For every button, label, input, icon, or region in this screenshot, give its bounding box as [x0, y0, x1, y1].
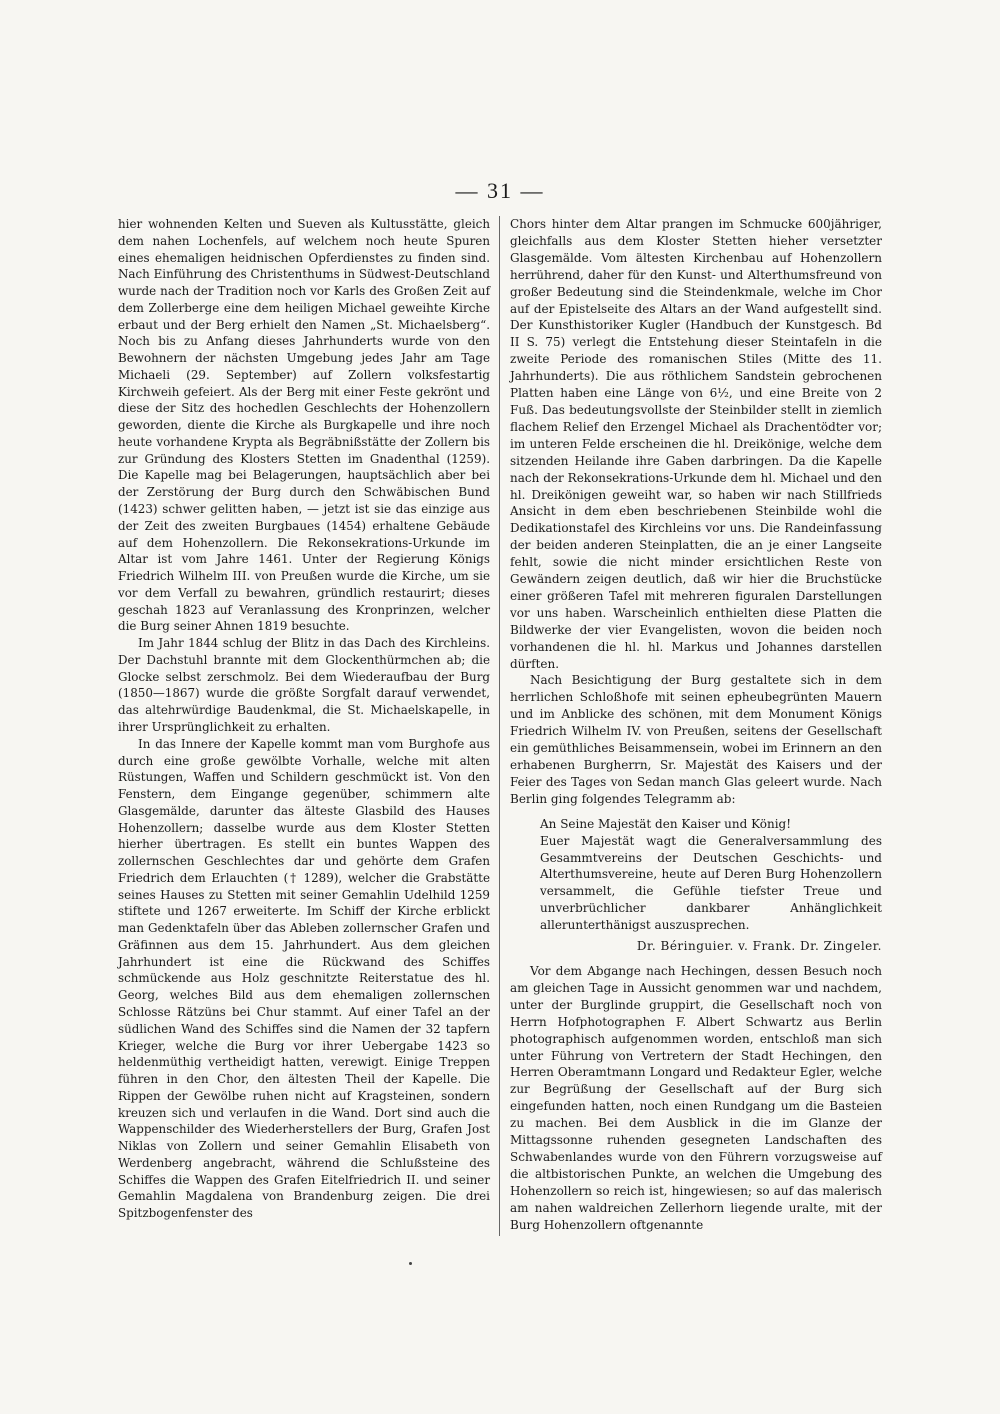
telegram-body: Euer Majestät wagt die Generalversammlung des Gesammtvereins der Deutschen Geschichts- und Alterthumsvereine, heute auf Deren Burg Hohenzollern versammelt, die Gefühle tiefster Treue und unverbrüchlicher dankbarer Anhänglichkeit allerunterthänigst auszusprechen. [540, 833, 882, 933]
column-divider [499, 216, 500, 1236]
print-speck [409, 1262, 412, 1265]
paragraph: hier wohnenden Kelten und Sueven als Kultusstätte, gleich dem nahen Lochenfels, auf welchem noch heute Spuren eines ehemaligen heidnischen Opferdienstes zu finden sind. Nach Einführung des Christenthums in Südwest-Deutschland wurde nach der Tradition noch vor Karls des Großen Zeit auf dem Zollerberge eine dem heiligen Michael geweihte Kirche erbaut und der Berg erhielt den Namen „St. Michaelsberg“. Noch bis zu Anfang dieses Jahrhunderts wurde von den Bewohnern der nächsten Umgebung jedes Jahr am Tage Michaeli (29. September) auf Zollern volksfestartig Kirchweih gefeiert. Als der Berg mit einer Feste gekrönt und diese der Sitz des hochedlen Geschlechts der Hohenzollern geworden, diente die Kirche als Burgkapelle und ihre noch heute vorhandene Krypta als Begräbnißstätte der Zollern bis zur Gründung des Klosters Stetten im Gnadenthal (1259). Die Kapelle mag bei Belagerungen, hauptsächlich aber bei der Zerstörung der Burg durch den Schwäbischen Bund (1423) schwer gelitten haben, — jetzt ist sie das einzige aus der Zeit des zweiten Burgbaues (1454) erhaltene Gebäude auf dem Hohenzollern. Die Rekonsekrations-Urkunde im Altar ist vom Jahre 1461. Unter der Regierung Königs Friedrich Wilhelm III. von Preußen wurde die Kirche, um sie vor dem Verfall zu bewahren, gründlich restaurirt; dieses geschah 1823 auf Veranlassung des Kronprinzen, welcher die Burg seiner Ahnen 1819 besuchte. [118, 217, 490, 634]
paragraph: Chors hinter dem Altar prangen im Schmucke 600jähriger, gleichfalls aus dem Kloster Stetten hieher versetzter Glasgemälde. Vom ältesten Kirchenbau auf Hohenzollern herrührend, daher für den Kunst- und Alterthumsfreund von großer Bedeutung sind die Steindenkmale, welche im Chor auf der Epistelseite des Altars an der Wand aufgestellt sind. Der Kunsthistoriker Kugler (Handbuch der Kunstgesch. Bd II S. 75) verlegt die Entstehung dieser Steintafeln in die zweite Periode des romanischen Stiles (Mitte des 11. Jahrhunderts). Die aus röthlichem Sandstein gebrochenen Platten haben eine Länge von 6½, und eine Breite von 2 Fuß. Das bedeutungsvollste der Steinbilder stellt in ziemlich flachem Relief den Erzengel Michael als Drachentödter vor; im unteren Felde erscheinen die hl. Dreikönige, welche dem sitzenden Heilande ihre Gaben darbringen. Da die Kapelle nach der Rekonsekrations-Urkunde dem hl. Michael und den hl. Dreikönigen geweiht war, so haben wir nach Stillfrieds Ansicht in dem eben beschriebenen Steinbilde wohl die Dedikationstafel des Kirchleins vor uns. Die Randeinfassung der beiden anderen Steinplatten, die an je einer Langseite fehlt, sowie die nicht minder ersichtlichen Reste von Gewändern zeigen deutlich, daß wir hier die Bruchstücke einer größeren Tafel mit mehreren figuralen Darstellungen vor uns haben. Warscheinlich enthielten diese Platten die Bildwerke der vier Evangelisten, wovon die beiden noch vorhandenen die hl. hl. Markus und Johannes darstellen dürften. [510, 217, 882, 671]
telegram-salutation: An Seine Majestät den Kaiser und König! [540, 816, 792, 831]
paragraph: In das Innere der Kapelle kommt man vom Burghofe aus durch eine große gewölbte Vorhalle, welche mit alten Rüstungen, Waffen und Schildern geschmückt ist. Von den Fenstern, dem Eingange gegenüber, schimmern alte Glasgemälde, darunter das älteste Glasbild des Hauses Hohenzollern; dasselbe wurde aus dem Kloster Stetten hierher übertragen. Es stellt ein buntes Wappen des zollernschen Geschlechtes dar und gehörte dem Grafen Friedrich dem Erlauchten († 1289), welcher die Grabstätte seines Hauses zu Stetten mit seiner Gemahlin Udelhild 1259 stiftete und 1267 erweiterte. Im Schiff der Kirche erblickt man Gedenktafeln über das Ableben zollernscher Grafen und Gräfinnen aus dem 15. Jahrhundert. Aus dem gleichen Jahrhundert ist eine die Rückwand des Schiffes schmückende aus Holz geschnitzte Reiterstatue des hl. Georg, welches Bild aus dem ehemaligen zollernschen Schlosse Rätzüns bei Chur stammt. Auf einer Tafel an der südlichen Wand des Schiffes sind die Namen der 32 tapfern Krieger, welche die Burg vor ihrer Uebergabe 1423 so heldenmüthig vertheidigt hatten, verewigt. Einige Treppen führen in den Chor, den ältesten Theil der Kapelle. Die Rippen der Gewölbe ruhen nicht auf Kragsteinen, sondern kreuzen sich und verlaufen in die Wand. Dort sind auch die Wappenschilder des Wiederherstellers der Burg, Grafen Jost Niklas von Zollern und seiner Gemahlin Elisabeth von Werdenberg angebracht, während die Schlußsteine des Schiffes die Wappen des Grafen Eitelfriedrich II. und seiner Gemahlin Magdalena von Brandenburg zeigen. Die drei Spitzbogenfenster des [118, 736, 490, 1221]
paragraph: Vor dem Abgange nach Hechingen, dessen Besuch noch am gleichen Tage in Aussicht genommen war und nachdem, unter der Burglinde gruppirt, die Gesellschaft noch von Herrn Hofphotographen F. Albert Schwartz aus Berlin photographisch aufgenommen worden, entschloß man sich unter Führung von Vertretern der Stadt Hechingen, den Herren Oberamtmann Longard und Redakteur Egler, welche zur Begrüßung der Gesellschaft auf der Burg sich eingefunden hatten, noch einen Rundgang um die Basteien zu machen. Bei dem Ausblick in die im Glanze der Mittagssonne ruhenden gesegneten Landschaften des Schwabenlandes wurde von den Führern vorzugsweise auf die altbistorischen Punkte, an welchen die Umgebung des Hohenzollern so reich ist, hingewiesen; so auf das malerisch am nahen waldreichen Zellerhorn liegende uralte, mit der Burg Hohenzollern oftgenannte [510, 963, 882, 1232]
signatures: Dr. Béringuier. v. Frank. Dr. Zingeler. [636, 939, 882, 954]
right-column [510, 216, 882, 1236]
page-number: — 31 — [455, 178, 545, 203]
text-columns [118, 216, 882, 1236]
left-column [118, 216, 490, 1236]
telegram-text [540, 816, 882, 934]
paragraph: Im Jahr 1844 schlug der Blitz in das Dach des Kirchleins. Der Dachstuhl brannte mit dem Glockenthürmchen ab; die Glocke selbst zerschmolz. Bei dem Wiederaufbau der Burg (1850—1867) wurde die größte Sorgfalt darauf verwendet, das altehrwürdige Baudenkmal, die St. Michaelskapelle, in ihrer Ursprünglichkeit zu erhalten. [118, 636, 490, 734]
paragraph: Nach Besichtigung der Burg gestaltete sich in dem herrlichen Schloßhofe mit seinen epheubegrünten Mauern und im Anblicke des schönen, mit dem Monument Königs Friedrich Wilhelm IV. von Preußen, seitens der Gesellschaft ein gemüthliches Beisammensein, wobei im Erinnern an den erhabenen Burgherrn, Sr. Majestät des Kaisers und der Feier des Tages von Sedan manch Glas geleert wurde. Nach Berlin ging folgendes Telegramm ab: [510, 673, 882, 806]
